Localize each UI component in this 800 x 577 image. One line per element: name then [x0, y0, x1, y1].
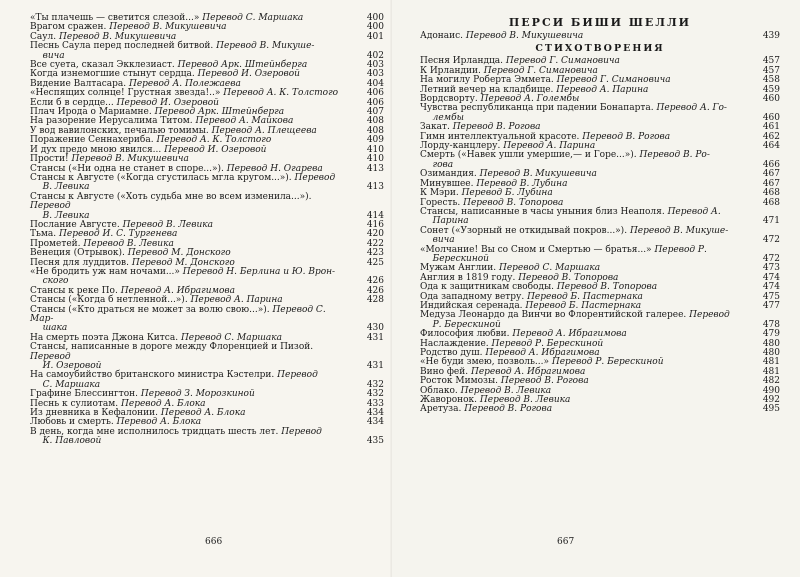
entry-translator: Перевод В. Топорова [518, 272, 619, 283]
entry-translator: Перевод В. Рогова [464, 404, 553, 415]
entry-title: Прости! [30, 154, 69, 165]
entry-title: Поражение Сеннахериба. [30, 135, 154, 146]
toc-entry [30, 428, 384, 447]
entry-title: Закат. [420, 122, 450, 133]
entry-title: Горесть. [420, 197, 461, 208]
entry-page-number: 460 [762, 94, 780, 105]
entry-title: Родство душ. [420, 348, 483, 358]
entry-translator: Перевод В. Микушевича [59, 31, 177, 42]
entry-title: Стансы к Августе («Хоть судьба мне во всем изменила...»). [30, 191, 312, 202]
entry-page-number: 407 [366, 107, 384, 118]
entry-page-number: 482 [762, 376, 780, 387]
entry-title: К Мэри. [420, 188, 459, 199]
entry-page-number: 410 [366, 154, 384, 165]
entry-title: Ода западному ветру. [420, 291, 525, 302]
entry-page-number: 478 [762, 319, 780, 330]
entry-translator: Перевод Г. Симановича [556, 75, 671, 86]
entry-translator-continued: шака [42, 323, 68, 334]
entry-translator: Перевод М. Донского [127, 248, 231, 259]
entry-title: Графине Блессингтон. [30, 389, 139, 400]
entry-translator-continued: Берескиной [432, 253, 489, 264]
entry-translator-continued: вича [432, 235, 455, 246]
entry-translator-continued: С. Маршака [42, 379, 101, 390]
entry-title: Тьма. [30, 229, 57, 240]
entry-translator: Перевод А. Ибрагимова [485, 348, 600, 358]
entry-translator: Перевод [281, 426, 322, 437]
entry-translator: Перевод [277, 370, 318, 381]
entry-translator: Перевод Б. Пастернака [527, 291, 643, 302]
entry-translator: Перевод Б. Пастернака [525, 300, 642, 311]
entry-translator-continued: Р. Берескиной [432, 319, 501, 330]
entry-translator: Перевод И. С. Тургенева [59, 229, 178, 240]
entry-page-number: 422 [366, 238, 384, 249]
entry-page-number: 472 [762, 253, 780, 264]
entry-translator-continued: лембы [432, 112, 464, 123]
entry-translator: Перевод А. Го- [656, 103, 727, 114]
entry-translator: Перевод В. Микушевича [71, 154, 189, 165]
entry-translator: Перевод Р. Берескиной [491, 338, 604, 349]
entry-translator: Перевод З. Морозкиной [140, 389, 255, 400]
entry-translator: Перевод В. Левика [83, 238, 174, 249]
entry-title: Минувшее. [420, 178, 474, 189]
entry-title: Летний вечер на кладбище. [420, 84, 554, 95]
entry-title: Прометей. [30, 238, 81, 249]
toc-entry [420, 151, 780, 170]
right-top-toc-list [420, 32, 780, 41]
entry-page-number: 461 [762, 122, 780, 133]
entry-page-number: 439 [762, 31, 780, 41]
toc-entry [420, 311, 780, 330]
entry-title: Жаворонок. [420, 395, 478, 406]
entry-translator: Перевод [30, 351, 71, 362]
entry-title: Индийская серенада. [420, 300, 523, 311]
entry-title: Из дневника в Кефалонии. [30, 408, 159, 419]
entry-title: Стансы, написанные в дороге между Флоренцией и Пизой. [30, 342, 314, 353]
entry-page-number: 480 [762, 338, 780, 349]
entry-translator-continued: гова [432, 159, 454, 170]
entry-page-number: 403 [366, 60, 384, 71]
toc-entry [420, 227, 780, 246]
toc-entry [30, 42, 384, 61]
entry-translator: Перевод А. [667, 206, 721, 217]
entry-title: Вордсворту. [420, 94, 478, 105]
entry-title: Лорду-канцлеру. [420, 141, 501, 152]
entry-page-number: 457 [762, 65, 780, 76]
entry-title: Стансы, написанные в часы уныния близ Неаполя. [420, 206, 665, 217]
entry-translator: Перевод И. Озеровой [164, 144, 267, 155]
entry-title: На могилу Роберта Эммета. [420, 75, 554, 86]
toc-entry [30, 174, 384, 193]
entry-translator: Перевод А. Парина [556, 84, 649, 95]
entry-page-number: 404 [366, 78, 384, 89]
entry-page-number: 420 [366, 229, 384, 240]
entry-translator: Перевод А. К. Толстого [156, 135, 272, 146]
entry-title: Озимандия. [420, 169, 477, 180]
entry-title: Все суета, сказал Экклезиаст. [30, 60, 175, 71]
entry-translator: Перевод В. Левика [122, 219, 213, 230]
entry-page-number: 459 [762, 84, 780, 95]
toc-entry [30, 343, 384, 371]
entry-title: Песня Ирландца. [420, 56, 503, 67]
right-page-number: 667 [557, 537, 575, 547]
toc-entry [30, 193, 384, 221]
entry-page-number: 426 [366, 276, 384, 287]
entry-translator: Перевод Р. [654, 244, 707, 255]
entry-page-number: 425 [366, 257, 384, 268]
entry-page-number: 474 [762, 282, 780, 293]
entry-page-number: 409 [366, 135, 384, 146]
entry-page-number: 460 [762, 112, 780, 123]
entry-title: Облако. [420, 385, 458, 396]
entry-title: Чувства республиканца при падении Бонапарта. [420, 103, 654, 114]
entry-title: «Молчание! Вы со Сном и Смертью — братья...» [420, 244, 652, 255]
entry-translator: Перевод В. Топорова [556, 282, 658, 293]
entry-title: Ода к защитникам свободы. [420, 282, 555, 293]
entry-translator: Перевод В. Левика [460, 385, 552, 396]
entry-page-number: 406 [366, 88, 384, 99]
toc-entry [420, 32, 780, 41]
entry-translator: Перевод А. Ибрагимова [471, 366, 586, 377]
entry-translator: Перевод А. Блока [121, 398, 206, 409]
entry-translator: Перевод С. Мар- [30, 304, 326, 324]
toc-entry [30, 306, 384, 334]
author-heading: ПЕРСИ БИШИ ШЕЛЛИ [508, 16, 692, 29]
entry-translator: Перевод А. К. Толстого [223, 88, 339, 99]
entry-translator-continued: К. Павловой [42, 436, 102, 447]
entry-page-number: 467 [762, 178, 780, 189]
entry-page-number: 432 [366, 379, 384, 390]
entry-title: Когда изнемогшие стынут сердца. [30, 69, 195, 80]
entry-title: Стансы («Ни одна не станет в споре...»). [30, 163, 224, 174]
toc-entry [420, 104, 780, 123]
entry-translator: Перевод И. Озеровой [116, 97, 219, 108]
entry-translator: Перевод С. Маршака [202, 13, 304, 23]
right-page [392, 0, 800, 577]
entry-title: Венеция (Отрывок). [30, 248, 125, 259]
entry-translator: Перевод В. Микуше- [216, 41, 315, 52]
entry-page-number: 432 [366, 389, 384, 400]
entry-translator: Перевод [30, 201, 71, 212]
entry-page-number: 480 [762, 348, 780, 358]
entry-page-number: 435 [366, 436, 384, 447]
entry-title: Мужам Англии. [420, 263, 497, 274]
entry-translator: Перевод Арк. Штейнберга [177, 60, 308, 71]
entry-title: Стансы («Кто драться не может за волю свою...»). [30, 304, 270, 315]
entry-title: «Не буди змею, позволь...» [420, 357, 549, 368]
entry-page-number: 458 [762, 75, 780, 86]
entry-page-number: 434 [366, 408, 384, 419]
entry-page-number: 481 [762, 357, 780, 368]
entry-page-number: 471 [762, 216, 780, 227]
entry-title: Гимн интеллектуальной красоте. [420, 131, 580, 142]
entry-page-number: 400 [366, 22, 384, 33]
entry-page-number: 473 [762, 263, 780, 274]
entry-translator-continued: И. Озеровой [42, 361, 102, 372]
entry-page-number: 466 [762, 159, 780, 170]
left-toc-list [30, 14, 384, 447]
toc-entry [420, 246, 780, 265]
entry-page-number: 431 [366, 361, 384, 372]
entry-translator: Перевод А. Парина [190, 295, 283, 306]
entry-page-number: 468 [762, 188, 780, 199]
entry-translator: Перевод В. Левика [479, 395, 571, 406]
entry-page-number: 430 [366, 323, 384, 334]
entry-page-number: 401 [366, 31, 384, 42]
entry-title: Стансы к Августе («Когда сгустилась мгла кругом...»). [30, 172, 292, 183]
entry-page-number: 467 [762, 169, 780, 180]
section-heading: СТИХОТВОРЕНИЯ [535, 43, 665, 55]
entry-page-number: 403 [366, 69, 384, 80]
entry-title: Любовь и смерть. [30, 417, 114, 428]
entry-translator: Перевод С. Маршака [180, 332, 283, 343]
entry-translator: Перевод Г. Симановича [505, 56, 620, 67]
entry-translator: Перевод [689, 310, 730, 321]
entry-title: И дух предо мною явился... [30, 144, 162, 155]
entry-page-number: 408 [366, 125, 384, 136]
entry-page-number: 400 [366, 13, 384, 23]
entry-page-number: 479 [762, 329, 780, 340]
entry-title: «Не бродить уж нам ночами...» [30, 266, 180, 277]
entry-page-number: 468 [762, 197, 780, 208]
entry-page-number: 474 [762, 272, 780, 283]
entry-translator-continued: В. Левика [42, 182, 90, 193]
toc-entry [420, 405, 780, 414]
entry-translator: Перевод В. Рогова [582, 131, 671, 142]
entry-translator: Перевод Г. Симановича [483, 65, 598, 76]
entry-translator: Перевод В. Лубина [476, 178, 568, 189]
right-toc-list [420, 57, 780, 414]
entry-translator: Перевод В. Микушевича [465, 31, 584, 41]
entry-title: Аретуза. [420, 404, 462, 415]
entry-title: Стансы к реке По. [30, 285, 118, 296]
entry-title: Послание Августе. [30, 219, 120, 230]
entry-translator-continued: вича [42, 50, 65, 61]
entry-translator: Перевод В. Микуше- [629, 225, 729, 236]
entry-page-number: 490 [762, 385, 780, 396]
entry-title: Медуза Леонардо да Винчи во Флорентийской галерее. [420, 310, 687, 321]
entry-page-number: 423 [366, 248, 384, 259]
entry-translator: Перевод Р. Берескиной [551, 357, 664, 368]
entry-translator: Перевод И. Озеровой [197, 69, 300, 80]
entry-page-number: 495 [762, 404, 780, 415]
entry-translator: Перевод В. Топорова [463, 197, 564, 208]
entry-title: Росток Мимозы. [420, 376, 498, 387]
entry-title: «Ты плачешь — светится слезой...» [30, 13, 200, 23]
entry-title: Англия в 1819 году. [420, 272, 516, 283]
entry-translator-continued: ского [42, 276, 69, 287]
entry-title: На самоубийство британского министра Кэстелри. [30, 370, 275, 381]
entry-title: На смерть поэта Джона Китса. [30, 332, 179, 343]
entry-page-number: 406 [366, 97, 384, 108]
entry-page-number: 426 [366, 285, 384, 296]
entry-title: Саул. [30, 31, 57, 42]
entry-translator-continued: В. Левика [42, 210, 90, 221]
toc-entry [30, 371, 384, 390]
entry-page-number: 472 [762, 235, 780, 246]
entry-page-number: 477 [762, 300, 780, 311]
entry-translator: Перевод А. Блока [116, 417, 202, 428]
entry-page-number: 402 [366, 50, 384, 61]
entry-page-number: 428 [366, 295, 384, 306]
entry-title: «Неспящих солнце! Грустная звезда!..» [30, 88, 221, 99]
entry-page-number: 414 [366, 210, 384, 221]
entry-translator: Перевод А. Парина [503, 141, 596, 152]
entry-title: Видение Валтасара. [30, 78, 127, 89]
entry-page-number: 492 [762, 395, 780, 406]
entry-title: Философия любви. [420, 329, 510, 340]
entry-translator: Перевод В. Микушевича [109, 22, 227, 33]
entry-page-number: 464 [762, 141, 780, 152]
entry-translator: Перевод М. Донского [131, 257, 235, 268]
entry-translator: Перевод Арк. Штейнберга [154, 107, 285, 118]
entry-title: Песнь к сулиотам. [30, 398, 119, 409]
entry-page-number: 434 [366, 417, 384, 428]
entry-page-number: 408 [366, 116, 384, 127]
entry-title: Песнь Саула перед последней битвой. [30, 41, 214, 52]
entry-translator-continued: Парина [432, 216, 469, 227]
entry-title: Врагом сражен. [30, 22, 107, 33]
entry-title: На разорение Иерусалима Титом. [30, 116, 193, 127]
entry-translator: Перевод Н. Огарева [226, 163, 323, 174]
entry-title: Наслаждение. [420, 338, 489, 349]
entry-page-number: 413 [366, 182, 384, 193]
entry-translator: Перевод В. Ро- [639, 150, 710, 161]
entry-title: У вод вавилонских, печалью томимы. [30, 125, 209, 136]
entry-title: Песня для луддитов. [30, 257, 129, 268]
entry-title: Если б в сердце... [30, 97, 114, 108]
entry-title: Смерть («Навек ушли умершие,— и Горе...»). [420, 150, 637, 161]
entry-title: В день, когда мне исполнилось тридцать шесть лет. [30, 426, 279, 437]
entry-page-number: 457 [762, 56, 780, 67]
entry-title: Сонет («Узорный не откидывай покров...»). [420, 225, 628, 236]
entry-translator: Перевод А. Майкова [195, 116, 294, 127]
entry-translator: Перевод С. Маршака [499, 263, 601, 274]
entry-page-number: 431 [366, 332, 384, 343]
entry-translator: Перевод Б. Лубина [461, 188, 553, 199]
entry-title: Стансы («Когда б нетленной...»). [30, 295, 188, 306]
toc-entry [420, 208, 780, 227]
entry-translator: Перевод В. Рогова [452, 122, 541, 133]
entry-title: К Ирландии. [420, 65, 481, 76]
entry-page-number: 475 [762, 291, 780, 302]
entry-translator: Перевод А. Плещеева [211, 125, 317, 136]
entry-page-number: 481 [762, 366, 780, 377]
entry-page-number: 410 [366, 144, 384, 155]
entry-page-number: 462 [762, 131, 780, 142]
entry-page-number: 433 [366, 398, 384, 409]
entry-title: Плач Ирода о Мариамне. [30, 107, 152, 118]
left-page [0, 0, 392, 577]
entry-page-number: 416 [366, 219, 384, 230]
entry-translator: Перевод [294, 172, 336, 183]
entry-translator: Перевод А. Ибрагимова [120, 285, 236, 296]
left-page-number: 666 [205, 537, 223, 547]
entry-translator: Перевод Н. Берлина и Ю. Врон- [182, 266, 336, 277]
entry-translator: Перевод А. Полежаева [128, 78, 241, 89]
entry-translator: Перевод А. Ибрагимова [512, 329, 627, 340]
entry-translator: Перевод А. Блока [160, 408, 246, 419]
entry-title: Адонаис. [420, 31, 464, 41]
entry-translator: Перевод А. Голембы [480, 94, 580, 105]
entry-title: Вино фей. [420, 366, 469, 377]
toc-entry [30, 268, 384, 287]
entry-translator: Перевод В. Рогова [500, 376, 589, 387]
entry-page-number: 413 [366, 163, 384, 174]
entry-translator: Перевод В. Микушевича [479, 169, 597, 180]
